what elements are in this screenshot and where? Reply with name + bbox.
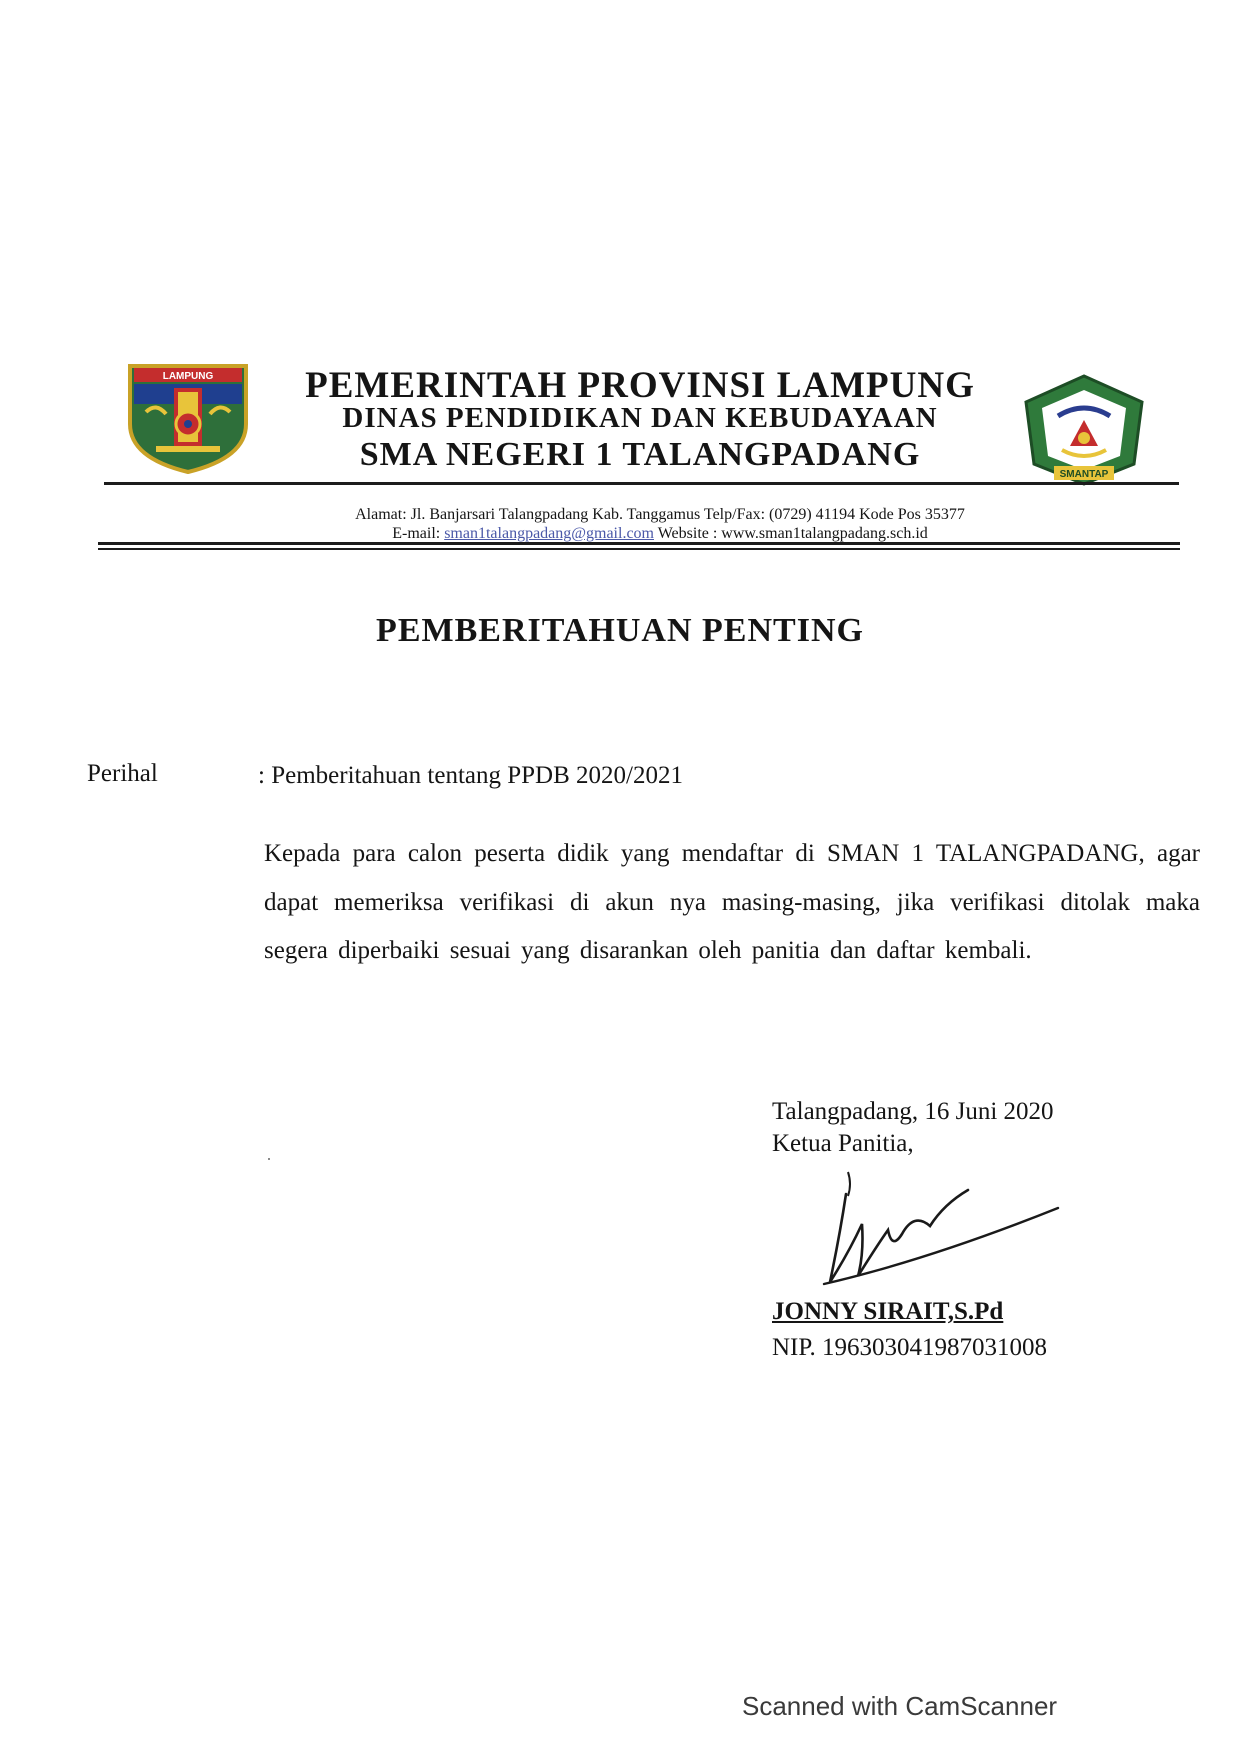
- letterhead-divider-bottom: [98, 542, 1180, 545]
- website-text: Website : www.sman1talangpadang.sch.id: [657, 525, 928, 542]
- letterhead-department: DINAS PENDIDIKAN DAN KEBUDAYAAN: [342, 402, 938, 434]
- handwritten-signature: [818, 1164, 1068, 1304]
- logo-right-text: SMANTAP: [1059, 469, 1109, 480]
- body-paragraph: Kepada para calon peserta didik yang mendaftar di SMAN 1 TALANGPADANG, agar dapat memeriksa verifikasi di akun nya masing-masing, jika verifikasi ditolak maka segera diperbaiki sesuai yang disarankan oleh panitia dan daftar kembali.: [264, 840, 1200, 964]
- scan-speck: [268, 1158, 270, 1160]
- document-title: PEMBERITAHUAN PENTING: [376, 612, 864, 649]
- signatory-nip: NIP. 196303041987031008: [772, 1334, 1048, 1361]
- letterhead-school: SMA NEGERI 1 TALANGPADANG: [359, 436, 921, 473]
- letterhead-province: PEMERINTAH PROVINSI LAMPUNG: [305, 365, 975, 406]
- signatory-name: JONNY SIRAIT,S.Pd: [772, 1298, 1004, 1325]
- letterhead-divider-top: [104, 482, 1179, 485]
- subject-label: Perihal: [87, 760, 158, 787]
- signature-role: Ketua Panitia,: [772, 1130, 914, 1157]
- signature-place-date: Talangpadang, 16 Juni 2020: [772, 1098, 1054, 1125]
- camscanner-watermark: Scanned with CamScanner: [742, 1691, 1058, 1721]
- logo-left-text: LAMPUNG: [162, 371, 214, 382]
- email-link[interactable]: sman1talangpadang@gmail.com: [444, 525, 654, 542]
- letterhead-address: Alamat: Jl. Banjarsari Talangpadang Kab. Tanggamus Telp/Fax: (0729) 41194 Kode Pos 35377: [355, 506, 965, 523]
- letterhead-contacts: [0, 525, 1240, 543]
- subject-value: : Pemberitahuan tentang PPDB 2020/2021: [258, 762, 683, 789]
- letterhead-divider-bottom-thin: [98, 548, 1180, 550]
- email-label: E-mail:: [392, 525, 441, 542]
